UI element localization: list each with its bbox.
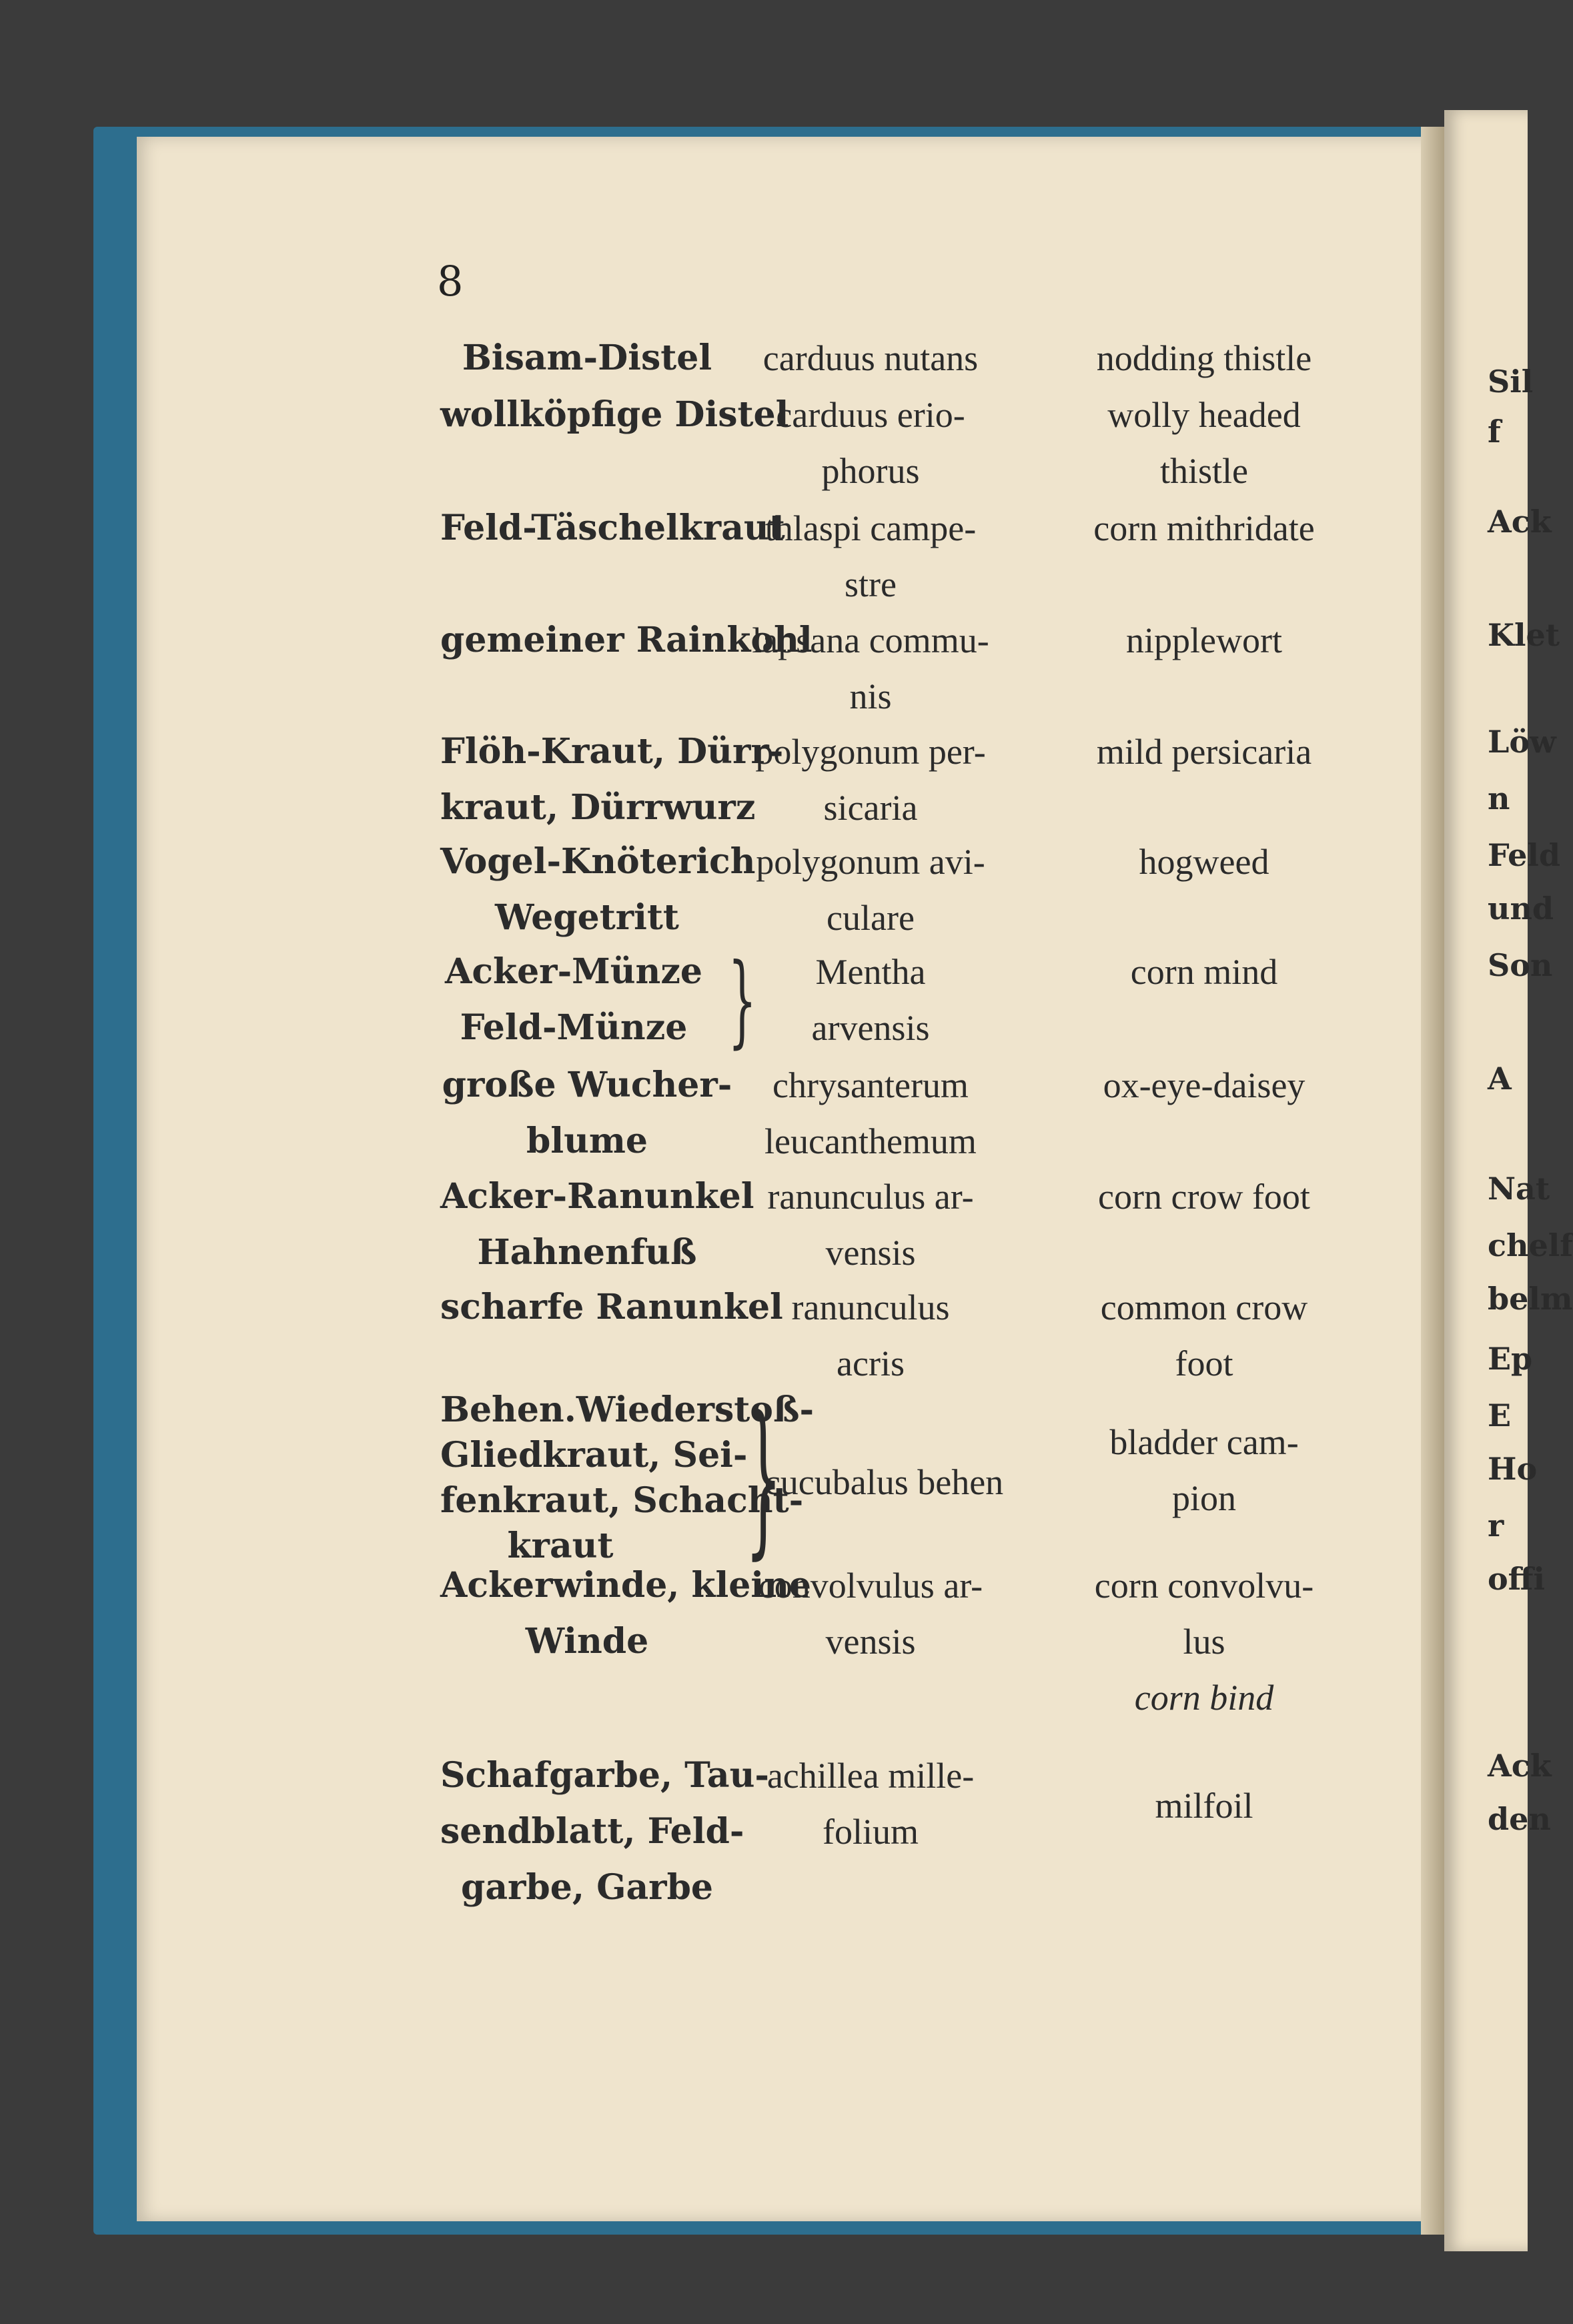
- next-page-fragment: Feld: [1488, 837, 1561, 873]
- german-name: wollköpfige Distel: [440, 394, 789, 435]
- english-name: bladder cam-: [1109, 1422, 1299, 1462]
- english-name: mild persicaria: [1096, 732, 1312, 772]
- latin-name-continued: sicaria: [823, 788, 918, 828]
- latin-name: polygonum avi-: [756, 842, 985, 882]
- latin-name-continued: acris: [837, 1343, 905, 1383]
- latin-name-continued: folium: [823, 1812, 919, 1852]
- english-name: common crow: [1100, 1287, 1308, 1327]
- german-name: gemeiner Rainkohl: [440, 620, 813, 660]
- german-name: Ackerwinde, kleine: [440, 1565, 812, 1606]
- german-name-continued: Winde: [525, 1621, 649, 1662]
- latin-name: chrysanterum: [772, 1065, 969, 1105]
- right-curly-brace: }: [744, 1380, 782, 1574]
- next-page-fragment: r: [1488, 1508, 1504, 1544]
- latin-name-continued: leucanthemum: [764, 1121, 977, 1161]
- english-name: nodding thistle: [1096, 338, 1312, 378]
- latin-name-continued: culare: [827, 898, 915, 938]
- page-number: 8: [437, 257, 464, 306]
- english-name-continued: pion: [1171, 1478, 1236, 1518]
- latin-name: carduus nutans: [762, 338, 979, 378]
- german-name-continued: Hahnenfuß: [477, 1232, 697, 1273]
- english-name: ox-eye-daisey: [1103, 1065, 1305, 1105]
- latin-name: polygonum per-: [755, 732, 986, 772]
- latin-name: carduus erio-: [776, 395, 965, 435]
- german-name-continued: garbe, Garbe: [460, 1867, 714, 1908]
- german-name-continued: fenkraut, Schacht-: [440, 1480, 804, 1521]
- latin-name: lapsana commu-: [752, 620, 989, 660]
- next-page-fragment: f: [1488, 414, 1501, 450]
- english-name: wolly headed: [1107, 395, 1301, 435]
- english-name: corn mithridate: [1093, 508, 1315, 548]
- next-page-fragment: Ack: [1488, 504, 1552, 540]
- english-name: corn crow foot: [1098, 1177, 1310, 1217]
- english-name: milfoil: [1155, 1786, 1253, 1826]
- next-page-fragment: chelf: [1488, 1227, 1573, 1263]
- latin-name: ranunculus: [791, 1287, 950, 1327]
- german-name-continued: Gliedkraut, Sei-: [440, 1435, 748, 1476]
- german-name: Schafgarbe, Tau-: [440, 1755, 769, 1796]
- german-name-continued: kraut, Dürrwurz: [440, 787, 756, 828]
- german-name: Feld-Täschelkraut: [440, 508, 785, 548]
- german-name-continued: Feld-Münze: [460, 1007, 688, 1048]
- next-page-fragment: n: [1488, 780, 1510, 816]
- english-name: corn convolvu-: [1094, 1566, 1314, 1606]
- latin-name-continued: phorus: [821, 451, 920, 491]
- next-page-fragment: den: [1488, 1801, 1551, 1837]
- next-page-fragment: E: [1488, 1397, 1512, 1433]
- next-page-fragment: Nat: [1488, 1171, 1550, 1207]
- english-name-continued: lus: [1183, 1622, 1225, 1662]
- latin-name-continued: vensis: [825, 1233, 916, 1273]
- next-page-fragment: Sil: [1488, 364, 1534, 400]
- german-name: große Wucher-: [442, 1065, 732, 1105]
- english-name: nipplewort: [1126, 620, 1282, 660]
- next-page-fragment: offi: [1488, 1561, 1545, 1597]
- latin-name: Mentha: [815, 952, 926, 992]
- latin-name: cucubalus behen: [764, 1462, 1004, 1502]
- german-name: Vogel-Knöterich: [440, 841, 756, 882]
- latin-name-continued: stre: [845, 564, 897, 604]
- latin-name: thlaspi campe-: [764, 508, 977, 548]
- german-name: Acker-Münze: [445, 951, 702, 992]
- german-name-continued: kraut: [507, 1526, 614, 1566]
- german-name-continued: blume: [526, 1121, 648, 1161]
- german-name: Flöh-Kraut, Dürr-: [440, 731, 784, 772]
- german-name-continued: Wegetritt: [495, 897, 679, 938]
- latin-name-continued: nis: [849, 676, 892, 716]
- next-page-fragment: Ho: [1488, 1451, 1538, 1487]
- next-page-fragment: A: [1488, 1061, 1512, 1097]
- book-gutter: [1421, 127, 1448, 2235]
- next-page-fragment: Son: [1488, 947, 1553, 983]
- next-page-fragment: und: [1488, 891, 1554, 927]
- german-name: Acker-Ranunkel: [440, 1176, 754, 1217]
- next-page-fragment: Ack: [1488, 1748, 1552, 1784]
- latin-name-continued: vensis: [825, 1622, 916, 1662]
- english-name-continued: thistle: [1160, 451, 1248, 491]
- german-name: Behen.Wiederstoß-: [440, 1389, 815, 1430]
- next-page-fragment: belm: [1488, 1281, 1573, 1317]
- next-page-fragment: Klet: [1488, 617, 1560, 653]
- next-page-fragment: Ep: [1488, 1341, 1533, 1377]
- right-curly-brace: }: [728, 943, 757, 1059]
- english-name-continued: foot: [1175, 1343, 1233, 1383]
- latin-name: achillea mille-: [766, 1756, 975, 1796]
- latin-name: convolvulus ar-: [758, 1566, 983, 1606]
- german-name-continued: sendblatt, Feld-: [440, 1811, 744, 1852]
- english-name: hogweed: [1139, 842, 1269, 882]
- english-name-alternate: corn bind: [1134, 1678, 1274, 1718]
- next-page-fragment: Löw: [1488, 724, 1556, 760]
- german-name: Bisam-Distel: [462, 338, 712, 378]
- latin-name-continued: arvensis: [811, 1008, 930, 1048]
- latin-name: ranunculus ar-: [767, 1177, 974, 1217]
- english-name: corn mind: [1130, 952, 1278, 992]
- german-name: scharfe Ranunkel: [440, 1287, 783, 1327]
